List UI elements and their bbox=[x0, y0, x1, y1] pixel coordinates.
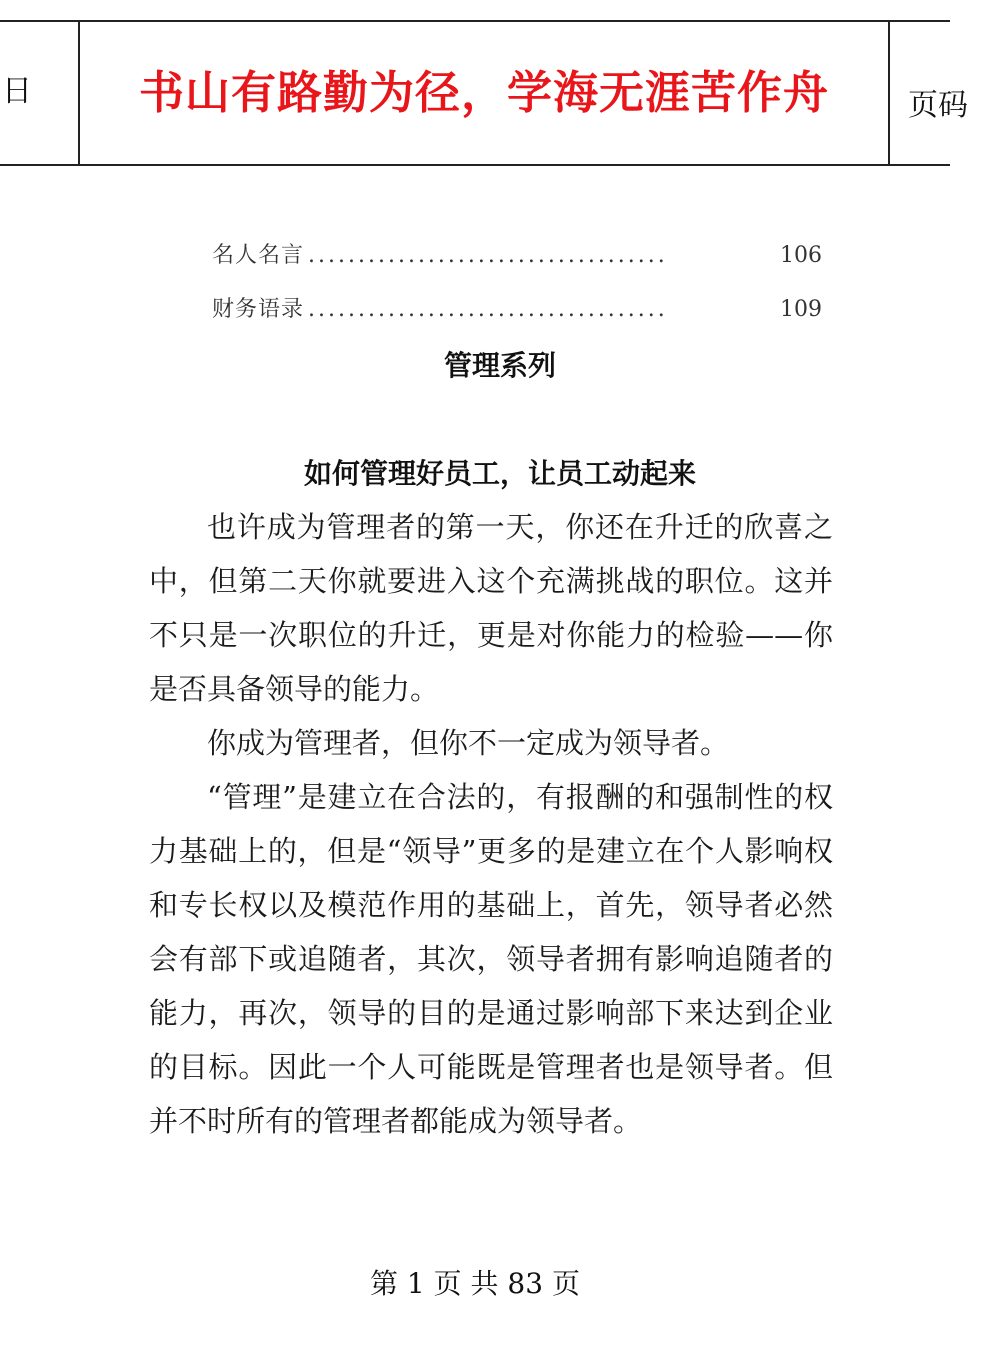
article-paragraph: 你成为管理者，但你不一定成为领导者。 bbox=[207, 726, 730, 760]
section-title: 管理系列 bbox=[443, 349, 556, 382]
article-paragraph: 也许成为管理者的第一天，你还在升迁的欣喜之中，但第二天你就要进入这个充满挑战的职位。这并不只是一次职位的升迁，更是对你能力的检验——你是否具备领导的能力。 bbox=[149, 510, 833, 706]
page-footer: 第 1 页 共 83 页 bbox=[370, 1267, 580, 1300]
article-body bbox=[149, 500, 833, 1148]
toc-page-number: 109 bbox=[780, 297, 822, 322]
toc-page-number: 106 bbox=[780, 243, 822, 268]
article-paragraph: “管理”是建立在合法的，有报酬的和强制性的权力基础上的，但是“领导”更多的是建立在个人影响权和专长权以及模范作用的基础上，首先，领导者必然会有部下或追随者，其次，领导者拥有影响追随者的能力，再次，领导的目的是通过影响部下来达到企业的目标。因此一个人可能既是管理者也是领导者。但并不时所有的管理者都能成为领导者。 bbox=[149, 780, 833, 1138]
header-left-text: 日 bbox=[2, 74, 32, 109]
toc-entry-label: 财务语录 bbox=[212, 297, 305, 322]
toc-leader-dots: .................................... bbox=[308, 297, 668, 322]
page-header bbox=[0, 20, 968, 166]
header-left-cell bbox=[0, 22, 80, 164]
article-title: 如何管理好员工，让员工动起来 bbox=[303, 457, 696, 490]
toc-entry[interactable] bbox=[212, 292, 822, 322]
header-right-cell bbox=[888, 22, 968, 164]
toc-entry[interactable] bbox=[212, 238, 822, 268]
header-right-text: 页码 bbox=[908, 88, 968, 123]
header-motto: 书山有路勤为径，学海无涯苦作舟 bbox=[138, 65, 829, 119]
header-center-cell bbox=[80, 22, 888, 164]
toc-entry-label: 名人名言 bbox=[212, 243, 305, 268]
toc-leader-dots: .................................... bbox=[308, 243, 668, 268]
